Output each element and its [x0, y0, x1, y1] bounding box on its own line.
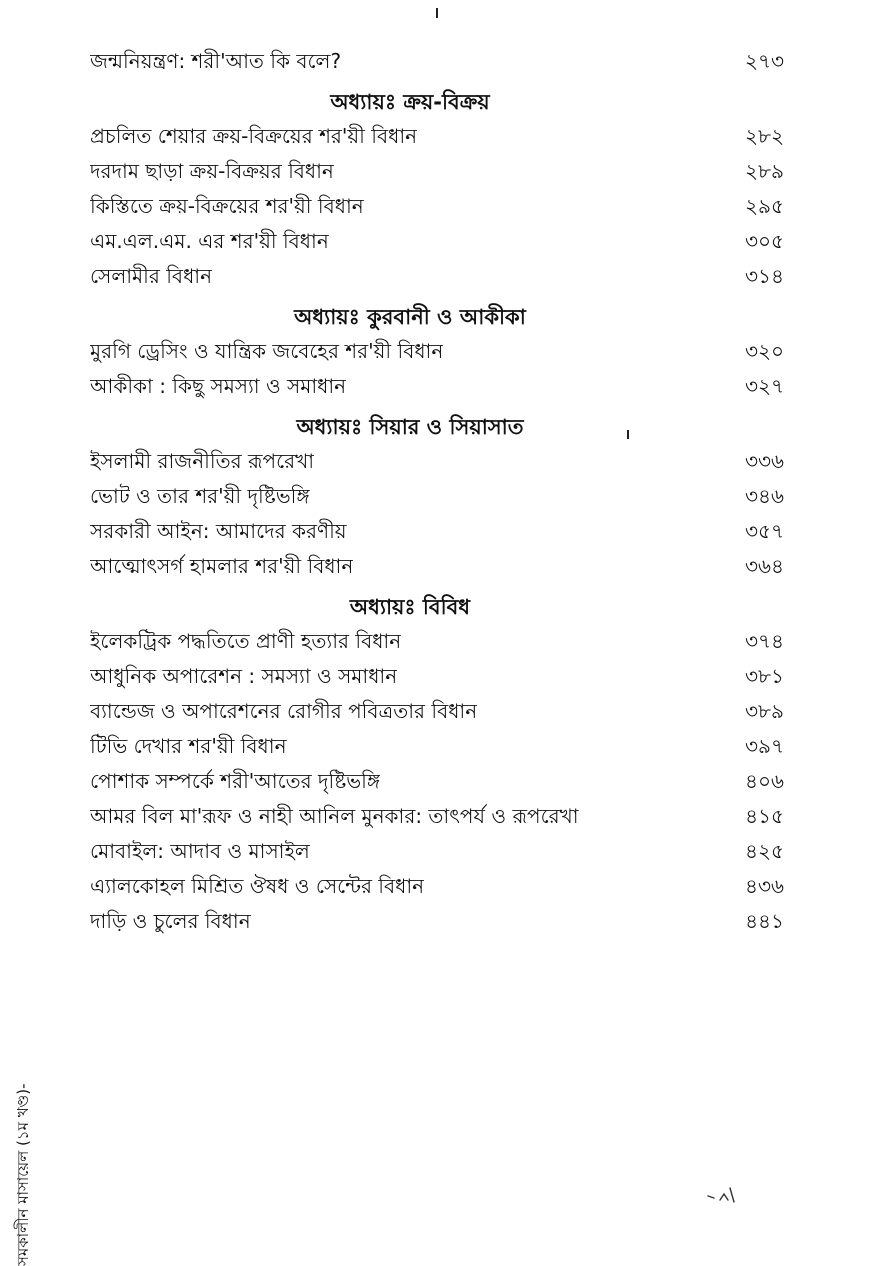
toc-entry-page: ৩৮৯	[745, 699, 784, 723]
toc-entry-title: মোবাইল: আদাব ও মাসাইল	[90, 839, 310, 863]
print-speck	[436, 8, 438, 18]
toc-entry	[90, 44, 790, 79]
toc-entry-page: ৩৫৭	[745, 519, 784, 543]
toc-entry-title: জন্মনিয়ন্ত্রণ: শরী'আত কি বলে?	[90, 49, 342, 73]
toc-entry-page: ২৮৯	[745, 159, 784, 183]
toc-entry-title: পোশাক সম্পর্কে শরী'আতের দৃষ্টিভঙ্গি	[90, 769, 381, 793]
toc-entry-page: ৩২৭	[744, 374, 784, 398]
toc-entry	[90, 869, 790, 904]
toc-entry	[90, 444, 790, 479]
toc-entry	[90, 729, 790, 764]
toc-entry-title: দরদাম ছাড়া ক্রয়-বিক্রয়র বিধান	[90, 159, 334, 183]
chapter-heading: অধ্যায়ঃ সিয়ার ও সিয়াসাত	[296, 415, 524, 439]
toc-entry-page: ২৮২	[745, 124, 784, 148]
toc-entry-title: আমর বিল মা'রূফ ও নাহী আনিল মুনকার: তাৎপর্য ও রূপরেখা	[90, 804, 579, 828]
chapter-heading: অধ্যায়ঃ বিবিধ	[349, 595, 471, 619]
toc-entry-page: ৪৩৬	[745, 874, 784, 898]
toc-entry-title: মুরগি ড্রেসিং ও যান্ত্রিক জবেহের শর'য়ী বিধান	[90, 339, 444, 363]
toc-entry	[90, 479, 790, 514]
toc-entry	[90, 904, 790, 939]
toc-entry-title: ব্যান্ডেজ ও অপারেশনের রোগীর পবিত্রতার বিধান	[90, 699, 478, 723]
toc-entry-title: সেলামীর বিধান	[90, 264, 213, 288]
toc-entry-page: ৩১৪	[745, 264, 784, 288]
toc-entry	[90, 119, 790, 154]
chapter-heading: অধ্যায়ঃ কুরবানী ও আকীকা	[294, 305, 526, 329]
toc-entry	[90, 624, 790, 659]
toc-entry-page: ৪২৫	[745, 839, 784, 863]
toc-entry-title: আধুনিক অপারেশন : সমস্যা ও সমাধান	[90, 664, 398, 688]
toc-entry-title: সরকারী আইন: আমাদের করণীয়	[90, 519, 347, 543]
toc-entry-title: টিভি দেখার শর'য়ী বিধান	[90, 734, 287, 758]
pen-mark-icon	[700, 1180, 760, 1210]
toc-entry-page: ৩৬৪	[745, 554, 784, 578]
toc-entry-page: ৩৩৬	[744, 449, 784, 473]
toc-entry	[90, 259, 790, 294]
toc-entry-page: ৩৭৪	[745, 629, 784, 653]
toc-entry-title: আত্মোৎসর্গ হামলার শর'য়ী বিধান	[90, 554, 354, 578]
toc-entry-title: এম.এল.এম. এর শর'য়ী বিধান	[90, 229, 329, 253]
toc-entry-page: ৩৮১	[745, 664, 784, 688]
toc-entry-page: ৪০৬	[745, 769, 784, 793]
toc-entry-title: ইসলামী রাজনীতির রূপরেখা	[90, 449, 315, 473]
toc-entry-title: দাড়ি ও চুলের বিধান	[90, 909, 251, 933]
toc-entry-page: ৪৪১	[745, 909, 784, 933]
toc-entry-title: এ্যালকোহল মিশ্রিত ঔষধ ও সেন্টের বিধান	[90, 874, 425, 898]
toc-entry-title: কিস্তিতে ক্রয়-বিক্রয়ের শর'য়ী বিধান	[90, 194, 364, 218]
toc-entry-page: ২৭৩	[744, 49, 784, 73]
toc-entry-page: ৩৯৭	[745, 734, 784, 758]
chapter-heading: অধ্যায়ঃ ক্রয়-বিক্রয়	[330, 90, 490, 114]
toc-entry	[90, 549, 790, 584]
toc-entry-title: ভোট ও তার শর'য়ী দৃষ্টিভঙ্গি	[90, 484, 310, 508]
toc-entry-title: প্রচলিত শেয়ার ক্রয়-বিক্রয়ের শর'য়ী বিধান	[90, 124, 418, 148]
toc-entry	[90, 694, 790, 729]
toc-entry-page: ৩০৫	[745, 229, 784, 253]
toc-entry	[90, 154, 790, 189]
toc-entry-page: ৩৪৬	[745, 484, 784, 508]
toc-entry-page: ৩২০	[744, 339, 784, 363]
toc-entry-title: ইলেকট্রিক পদ্ধতিতে প্রাণী হত্যার বিধান	[90, 629, 402, 653]
toc-entry	[90, 764, 790, 799]
toc-entry-title: আকীকা : কিছু সমস্যা ও সমাধান	[90, 374, 347, 398]
toc-entry-page: ৪১৫	[745, 804, 784, 828]
toc-entry	[90, 334, 790, 369]
toc-entry-page: ২৯৫	[745, 194, 784, 218]
toc-entry	[90, 369, 790, 404]
toc-entry	[90, 659, 790, 694]
toc-entry	[90, 224, 790, 259]
toc-entry	[90, 189, 790, 224]
toc-entry	[90, 834, 790, 869]
running-footer: সমকালীন মাসায়েল (১ম খণ্ড)-	[14, 1083, 32, 1266]
toc-entry	[90, 799, 790, 834]
toc-entry	[90, 514, 790, 549]
table-of-contents	[90, 44, 790, 939]
